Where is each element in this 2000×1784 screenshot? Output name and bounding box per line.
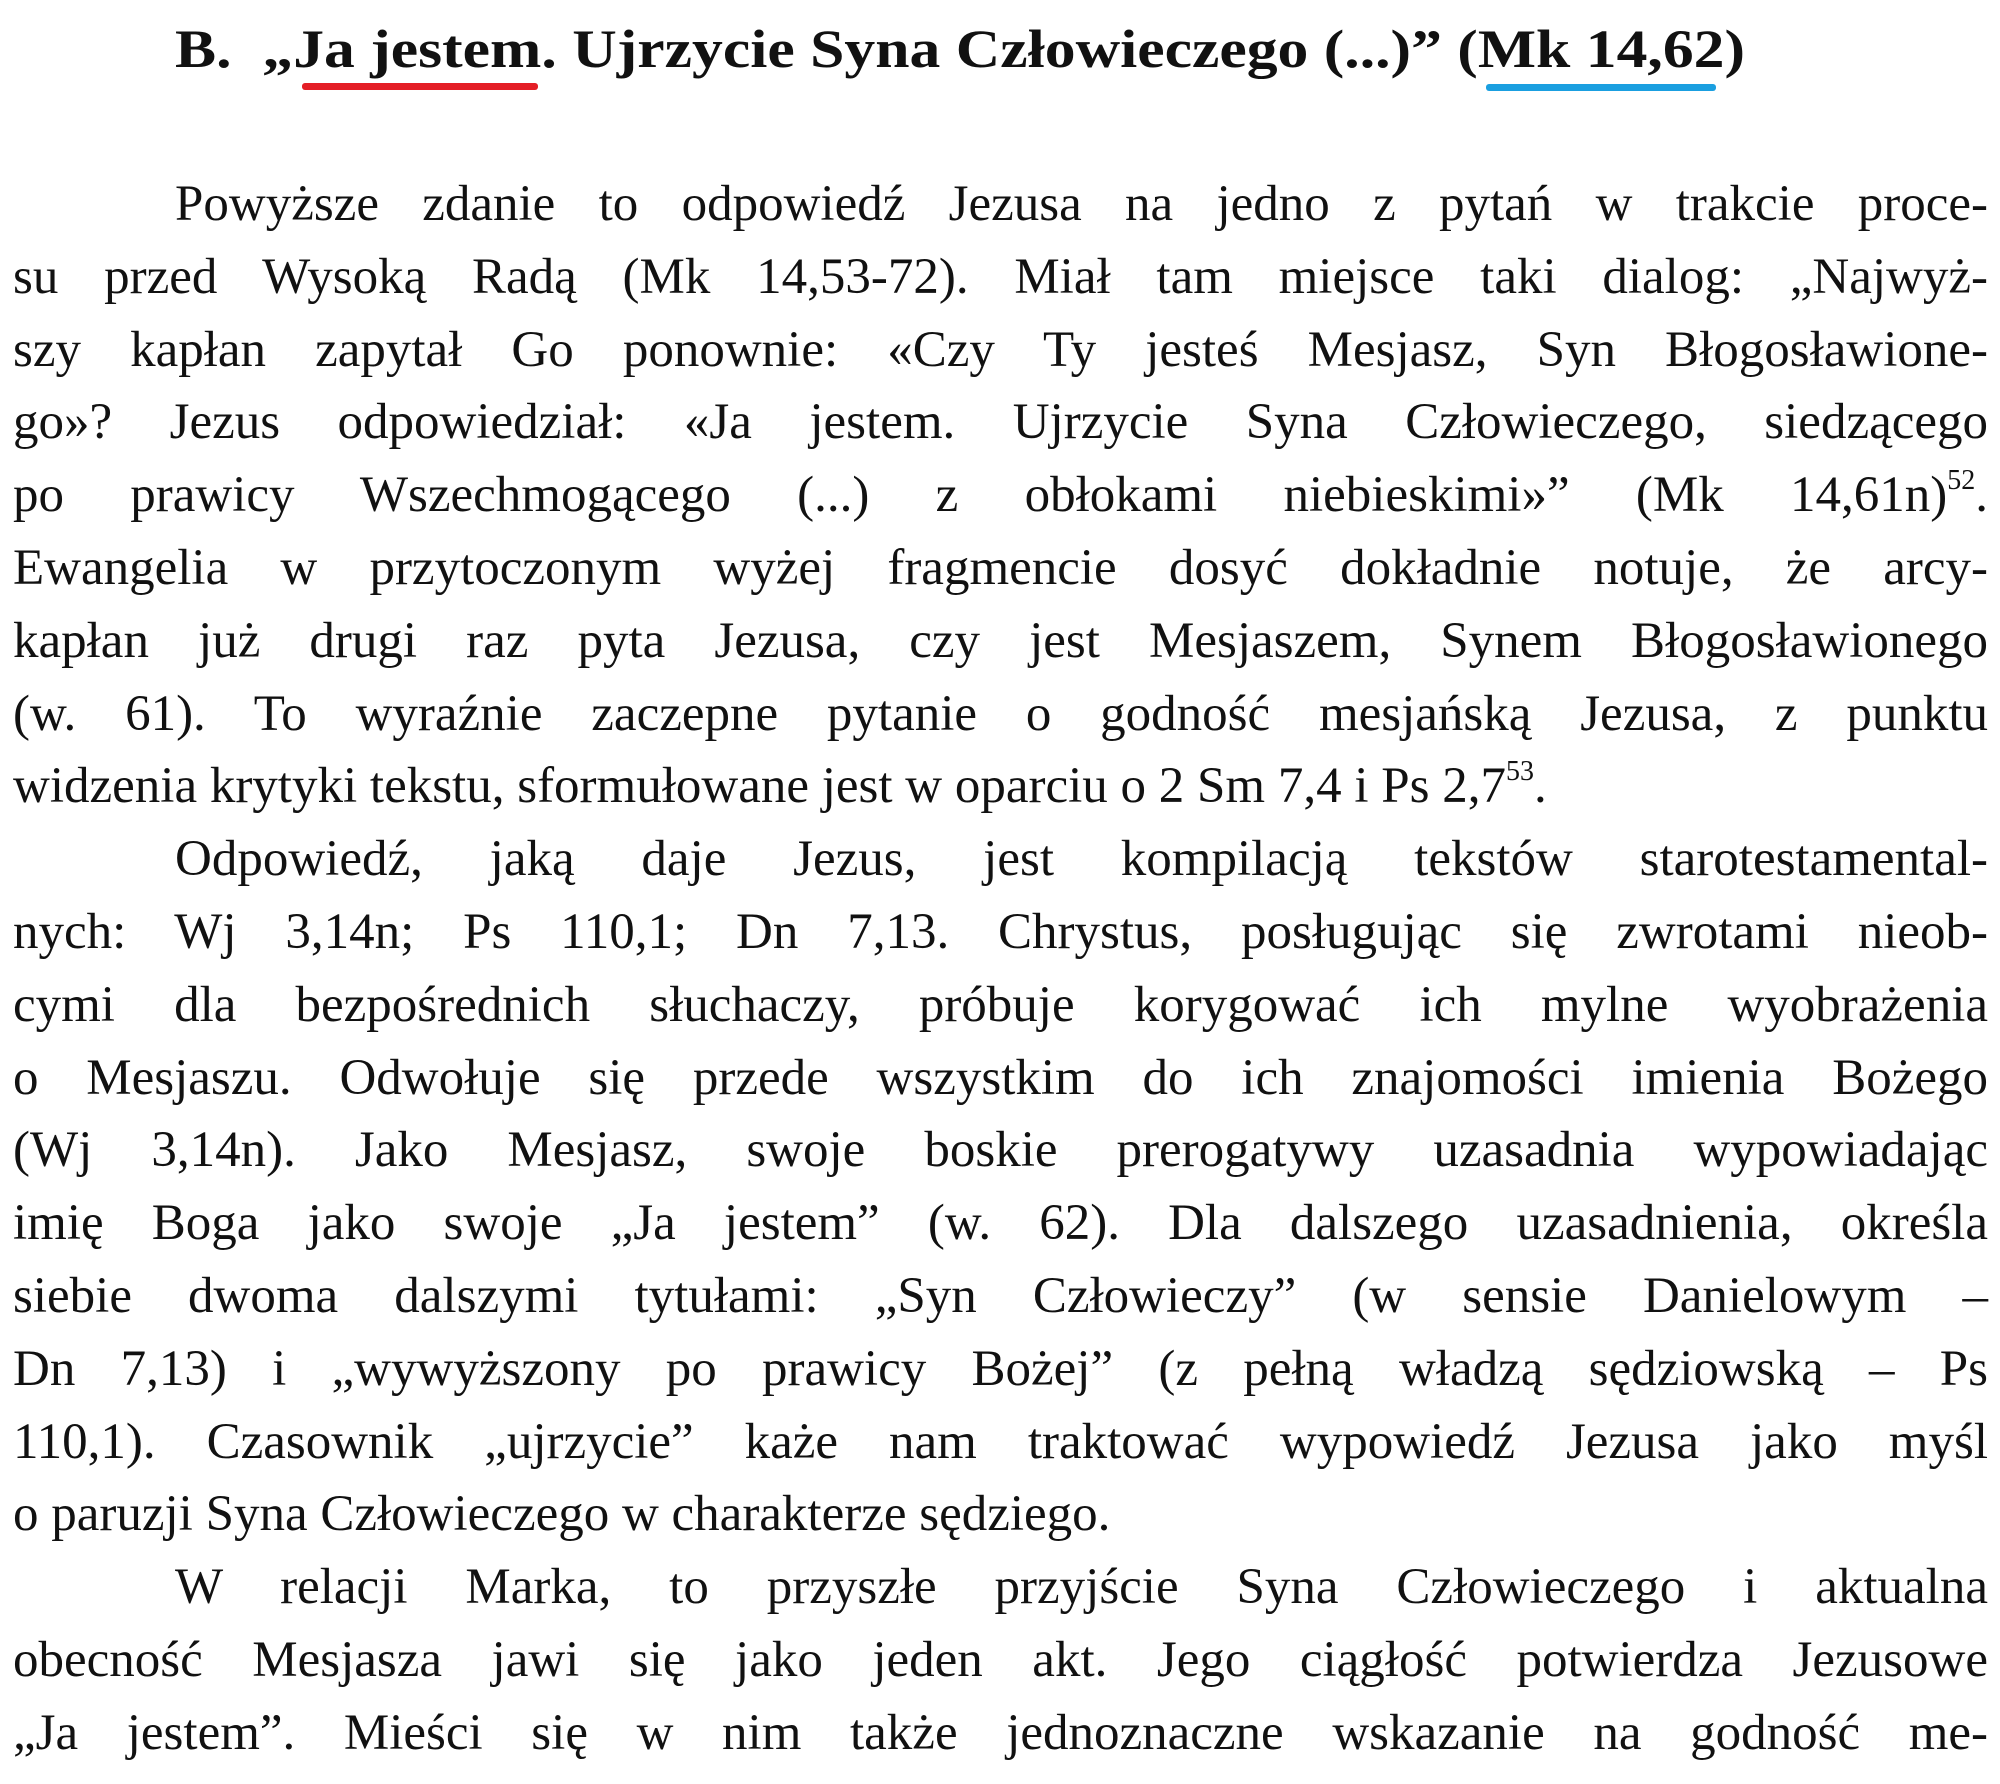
heading-prefix: B. [175,19,232,79]
line-text: szy kapłan zapytał Go ponownie: «Czy Ty jesteś Mesjasz, Syn Błogosławione- [13,321,1988,378]
text-line [13,1260,1988,1333]
text-line [13,605,1988,678]
heading-middle: Ujrzycie Syna Człowieczego (...)” ( [556,19,1478,79]
section-heading [175,18,1745,80]
text-line [13,532,1988,605]
line-punctuation: . [1533,758,1547,815]
body-text [13,168,1988,1770]
line-text: Powyższe zdanie to odpowiedź Jezusa na jedno z pytań w trakcie proce- [175,176,1988,232]
line-text: po prawicy Wszechmogącego (...) z obłokami niebieskimi»” (Mk 14,61n) [13,467,1948,524]
text-line [13,241,1988,314]
text-line [13,1697,1988,1770]
line-text: (Wj 3,14n). Jako Mesjasz, swoje boskie prerogatywy uzasadnia wypowiadając [13,1122,1988,1179]
line-text: „Ja jestem”. Mieści się w nim także jednoznaczne wskazanie na godność me- [13,1704,1988,1761]
blue-underline-annotation [1486,84,1716,91]
footnote-ref: 53 [1505,756,1534,788]
text-line [13,1624,1988,1697]
line-text: siebie dwoma dalszymi tytułami: „Syn Człowieczy” (w sensie Danielowym – [13,1267,1988,1324]
text-line [13,1333,1988,1406]
line-text: Odpowiedź, jaką daje Jezus, jest kompilacją tekstów starotestamental- [175,831,1988,888]
line-text: obecność Mesjasza jawi się jako jeden akt. Jego ciągłość potwierdza Jezusowe [13,1631,1988,1688]
text-line [13,386,1988,459]
text-line [13,1187,1988,1260]
text-line [13,678,1988,751]
heading-close: ) [1724,19,1745,79]
line-text: (w. 61). To wyraźnie zaczepne pytanie o godność mesjańską Jezusa, z punktu [13,685,1988,742]
heading-open-quote: „ [262,19,294,79]
text-line [13,1114,1988,1187]
line-text: cymi dla bezpośrednich słuchaczy, próbuje korygować ich mylne wyobrażenia [13,976,1988,1033]
text-line [13,750,1988,823]
line-text: 110,1). Czasownik „ujrzycie” każe nam traktować wypowiedź Jezusa jako myśl [13,1413,1988,1470]
heading-reference: Mk 14,62 [1477,19,1725,79]
line-text: nych: Wj 3,14n; Ps 110,1; Dn 7,13. Chrystus, posługując się zwrotami nieob- [13,903,1988,960]
red-underline-annotation [302,83,538,90]
text-line [13,896,1988,969]
text-line [13,1478,1988,1551]
footnote-ref: 52 [1947,465,1976,497]
line-text: su przed Wysoką Radą (Mk 14,53-72). Miał tam miejsce taki dialog: „Najwyż- [13,248,1988,305]
line-text: o paruzji Syna Człowieczego w charakterze sędziego. [13,1486,1111,1543]
text-line [13,168,1988,241]
line-text: Dn 7,13) i „wywyższony po prawicy Bożej” (z pełną władzą sędziowską – Ps [13,1340,1988,1397]
line-text: o Mesjaszu. Odwołuje się przede wszystkim do ich znajomości imienia Bożego [13,1049,1988,1106]
text-line [13,459,1988,532]
line-text: kapłan już drugi raz pyta Jezusa, czy jest Mesjaszem, Synem Błogosławionego [13,612,1988,669]
line-punctuation: . [1975,467,1988,524]
line-text: go»? Jezus odpowiedział: «Ja jestem. Ujrzycie Syna Człowieczego, siedzącego [13,394,1988,451]
text-line [13,1042,1988,1115]
heading-ja-jestem: Ja jestem. [293,19,557,79]
text-line [13,969,1988,1042]
text-line [13,823,1988,896]
text-line [13,314,1988,387]
line-text: Ewangelia w przytoczonym wyżej fragmencie dosyć dokładnie notuje, że arcy- [13,539,1988,596]
text-line [13,1406,1988,1479]
line-text: imię Boga jako swoje „Ja jestem” (w. 62). Dla dalszego uzasadnienia, określa [13,1195,1988,1252]
text-line [13,1551,1988,1624]
line-text: widzenia krytyki tekstu, sformułowane jest w oparciu o 2 Sm 7,4 i Ps 2,7 [13,758,1506,815]
line-text: W relacji Marka, to przyszłe przyjście Syna Człowieczego i aktualna [175,1559,1988,1616]
